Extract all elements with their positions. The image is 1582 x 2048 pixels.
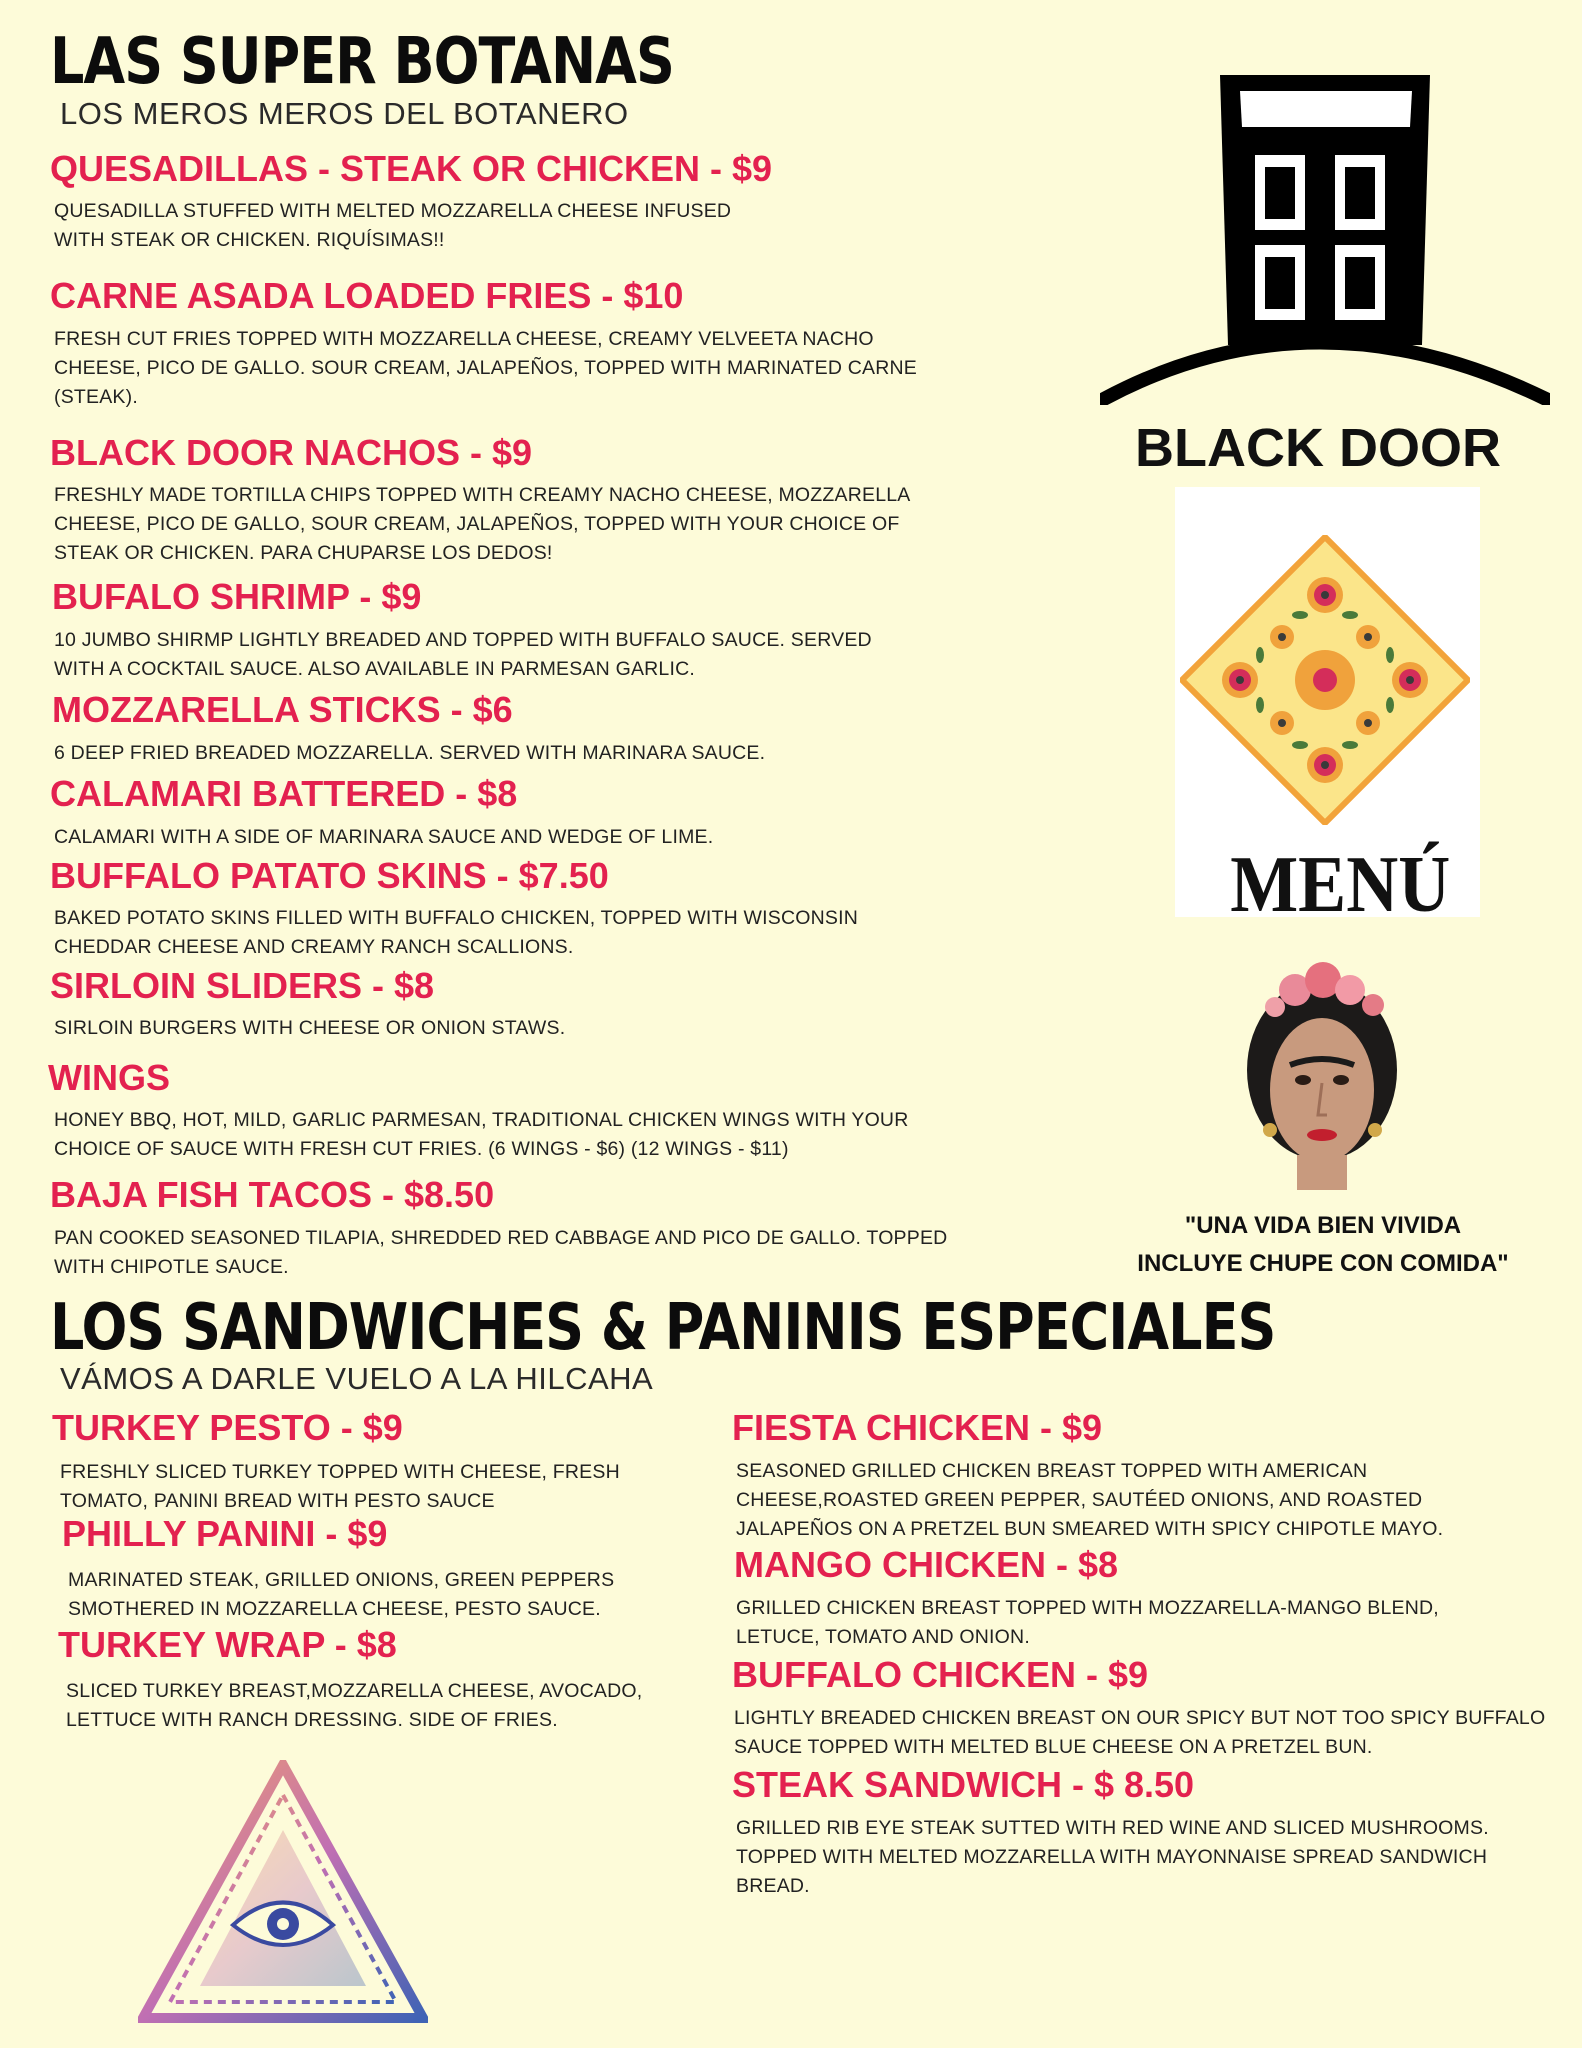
item-name: MANGO CHICKEN - $8 [734,1544,1119,1585]
item-desc: 6 DEEP FRIED BREADED MOZZARELLA. SERVED WITH MARINARA SAUCE. [54,741,766,764]
item-name: BLACK DOOR NACHOS - $9 [50,432,533,473]
item-name: BAJA FISH TACOS - $8.50 [50,1174,495,1215]
menu-item [732,1408,1562,1544]
section-subtitle-botanas: LOS MEROS MEROS DEL BOTANERO [60,96,629,131]
menu-item [50,276,955,412]
item-desc: FRESHLY MADE TORTILLA CHIPS TOPPED WITH CREAMY NACHO CHEESE, MOZZARELLA CHEESE, PICO DE GALLO, SOUR CREAM, JALAPEÑOS, TOPPED WITH YOUR CHOICE OF STEAK OR CHICKEN. PARA CHUPARSE LOS DEDOS! [54,483,910,564]
item-desc: SLICED TURKEY BREAST,MOZZARELLA CHEESE, AVOCADO, LETTUCE WITH RANCH DRESSING. SIDE OF FRIES. [66,1679,643,1731]
menu-item [58,1625,708,1735]
talavera-tile-icon [1180,535,1470,825]
item-desc: GRILLED RIB EYE STEAK SUTTED WITH RED WINE AND SLICED MUSHROOMS. TOPPED WITH MELTED MOZZARELLA WITH MAYONNAISE SPREAD SANDWICH BREAD. [736,1816,1489,1897]
item-desc: QUESADILLA STUFFED WITH MELTED MOZZARELLA CHEESE INFUSED WITH STEAK OR CHICKEN. RIQUÍSIMAS!! [54,199,732,251]
item-desc: SEASONED GRILLED CHICKEN BREAST TOPPED WITH AMERICAN CHEESE,ROASTED GREEN PEPPER, SAUTÉED ONIONS, AND ROASTED JALAPEÑOS ON A PRETZEL BUN SMEARED WITH SPICY CHIPOTLE MAYO. [736,1459,1444,1540]
item-desc: FRESHLY SLICED TURKEY TOPPED WITH CHEESE, FRESH TOMATO, PANINI BREAD WITH PESTO SAUCE [60,1460,620,1512]
black-door-logo-icon [1100,55,1550,405]
item-name: STEAK SANDWICH - $ 8.50 [732,1764,1195,1805]
item-name: BUFFALO CHICKEN - $9 [732,1654,1149,1695]
item-desc: CALAMARI WITH A SIDE OF MARINARA SAUCE AND WEDGE OF LIME. [54,825,714,848]
menu-item [734,1545,1564,1652]
item-name: QUESADILLAS - STEAK OR CHICKEN - $9 [50,148,773,189]
menu-item [52,1408,702,1516]
menu-item [50,149,955,255]
menu-item [50,856,955,962]
item-name: BUFFALO PATATO SKINS - $7.50 [50,855,609,896]
menu-item [62,1514,712,1624]
menu-item [50,1175,955,1282]
section-title-sandwiches: LOS SANDWICHES & PANINIS ESPECIALES [50,1290,1276,1365]
item-desc: 10 JUMBO SHIRMP LIGHTLY BREADED AND TOPPED WITH BUFFALO SAUCE. SERVED WITH A COCKTAIL SAUCE. ALSO AVAILABLE IN PARMESAN GARLIC. [54,628,872,680]
item-desc: MARINATED STEAK, GRILLED ONIONS, GREEN PEPPERS SMOTHERED IN MOZZARELLA CHEESE, PESTO SAUCE. [68,1568,615,1620]
item-name: CALAMARI BATTERED - $8 [50,773,518,814]
menu-item [50,774,955,852]
item-desc: HONEY BBQ, HOT, MILD, GARLIC PARMESAN, TRADITIONAL CHICKEN WINGS WITH YOUR CHOICE OF SAUCE WITH FRESH CUT FRIES. (6 WINGS - $6) (12 WINGS - $11) [54,1108,909,1160]
quote [1108,1207,1538,1283]
brand-name: BLACK DOOR [1135,418,1501,478]
menu-item [52,577,957,684]
item-name: TURKEY WRAP - $8 [58,1624,397,1665]
frida-portrait-icon [1235,955,1410,1195]
menu-item [50,966,955,1043]
item-name: PHILLY PANINI - $9 [62,1513,388,1554]
menu-title: MENÚ [1230,841,1451,929]
item-name: WINGS [48,1057,170,1098]
item-name: SIRLOIN SLIDERS - $8 [50,965,435,1006]
item-desc: LIGHTLY BREADED CHICKEN BREAST ON OUR SPICY BUT NOT TOO SPICY BUFFALO SAUCE TOPPED WITH MELTED BLUE CHEESE ON A PRETZEL BUN. [734,1706,1546,1758]
item-name: BUFALO SHRIMP - $9 [52,576,422,617]
item-name: MOZZARELLA STICKS - $6 [52,689,513,730]
item-desc: BAKED POTATO SKINS FILLED WITH BUFFALO CHICKEN, TOPPED WITH WISCONSIN CHEDDAR CHEESE AND CREAMY RANCH SCALLIONS. [54,906,859,958]
item-desc: PAN COOKED SEASONED TILAPIA, SHREDDED RED CABBAGE AND PICO DE GALLO. TOPPED WITH CHIPOTLE SAUCE. [54,1226,948,1278]
item-desc: GRILLED CHICKEN BREAST TOPPED WITH MOZZARELLA-MANGO BLEND, LETUCE, TOMATO AND ONION. [736,1596,1439,1648]
item-name: FIESTA CHICKEN - $9 [732,1407,1103,1448]
menu-item [732,1765,1562,1901]
item-desc: FRESH CUT FRIES TOPPED WITH MOZZARELLA CHEESE, CREAMY VELVEETA NACHO CHEESE, PICO DE GALLO. SOUR CREAM, JALAPEÑOS, TOPPED WITH MARINATED CARNE (STEAK). [54,327,918,408]
menu-item [50,433,955,568]
section-subtitle-sandwiches: VÁMOS A DARLE VUELO A LA HILCAHA [60,1361,654,1396]
item-name: CARNE ASADA LOADED FRIES - $10 [50,275,684,316]
quote-line-2: INCLUYE CHUPE CON COMIDA" [1137,1250,1509,1277]
menu-item [732,1655,1562,1762]
quote-line-1: "UNA VIDA BIEN VIVIDA [1184,1212,1462,1239]
menu-item [52,690,957,768]
menu-item [48,1058,953,1164]
all-seeing-eye-triangle-icon [138,1760,428,2025]
section-title-botanas: LAS SUPER BOTANAS [50,24,674,99]
item-name: TURKEY PESTO - $9 [52,1407,403,1448]
item-desc: SIRLOIN BURGERS WITH CHEESE OR ONION STAWS. [54,1016,566,1039]
